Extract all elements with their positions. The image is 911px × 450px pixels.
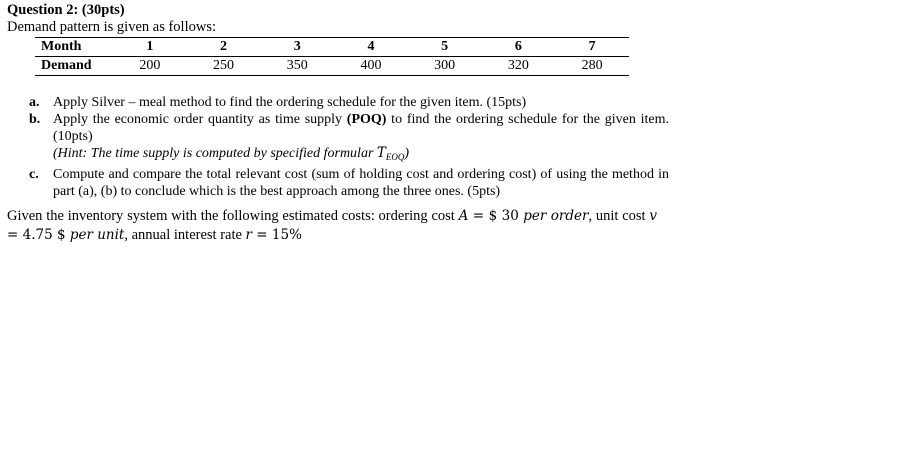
ordering-cost-value: = $ 30 — [468, 208, 524, 224]
demand-cell: 320 — [482, 57, 556, 76]
demand-cell: 250 — [187, 57, 261, 76]
cost-separator: , — [124, 227, 128, 243]
demand-cell: 400 — [334, 57, 408, 76]
hint-symbol: T — [376, 145, 386, 161]
task-item-c — [29, 166, 669, 200]
hint-subscript: EOQ — [385, 152, 405, 162]
question-intro: Demand pattern is given as follows: — [7, 19, 216, 35]
demand-cell: 350 — [260, 57, 334, 76]
task-emphasis: (POQ) — [346, 112, 387, 127]
task-marker: a. — [29, 95, 40, 110]
demand-row — [35, 57, 629, 76]
unit-cost-symbol: v — [649, 208, 657, 224]
ordering-cost-symbol: A — [458, 208, 469, 224]
hint-text: (Hint: The time supply is computed by specified formular — [53, 146, 377, 161]
task-item-a — [29, 94, 669, 111]
unit-cost-value: = 4.75 $ — [7, 227, 70, 243]
interest-rate-symbol: r — [245, 227, 253, 243]
task-list — [29, 94, 669, 200]
task-item-b — [29, 111, 669, 166]
task-text: Compute and compare the total relevant cost (sum of holding cost and ordering cost) of using the method in part (a), (b) to conclude which is the best approach among the three ones. (5pts) — [53, 167, 669, 199]
ordering-cost-unit: per order — [523, 208, 589, 224]
cost-separator: , — [588, 208, 593, 224]
cost-paragraph — [7, 207, 657, 245]
month-cell: 6 — [482, 38, 556, 57]
task-text: to find the ordering schedule for the given item. (10pts) — [53, 112, 669, 144]
month-cell: 7 — [555, 38, 629, 57]
month-cell: 2 — [187, 38, 261, 57]
task-marker: b. — [29, 112, 41, 127]
demand-cell: 200 — [113, 57, 187, 76]
month-cell: 5 — [408, 38, 482, 57]
month-label: Month — [35, 38, 113, 57]
task-text: Apply the economic order quantity as time supply — [53, 112, 347, 127]
cost-text: Given the inventory system with the following estimated costs: ordering cost — [7, 208, 459, 224]
month-cell: 1 — [113, 38, 187, 57]
interest-rate-value: = 15% — [252, 227, 302, 243]
month-cell: 3 — [260, 38, 334, 57]
month-cell: 4 — [334, 38, 408, 57]
unit-cost-unit: per unit — [69, 227, 125, 243]
demand-label: Demand — [35, 57, 113, 76]
cost-text: annual interest rate — [127, 227, 246, 243]
demand-cell: 280 — [555, 57, 629, 76]
cost-text: unit cost — [592, 208, 650, 224]
task-marker: c. — [29, 167, 39, 182]
demand-table — [35, 37, 629, 76]
question-title: Question 2: (30pts) — [7, 2, 125, 18]
month-row — [35, 38, 629, 57]
task-hint — [53, 146, 409, 161]
demand-cell: 300 — [408, 57, 482, 76]
task-text: Apply Silver – meal method to find the ordering schedule for the given item. (15pts) — [53, 95, 527, 110]
hint-close: ) — [404, 146, 410, 161]
